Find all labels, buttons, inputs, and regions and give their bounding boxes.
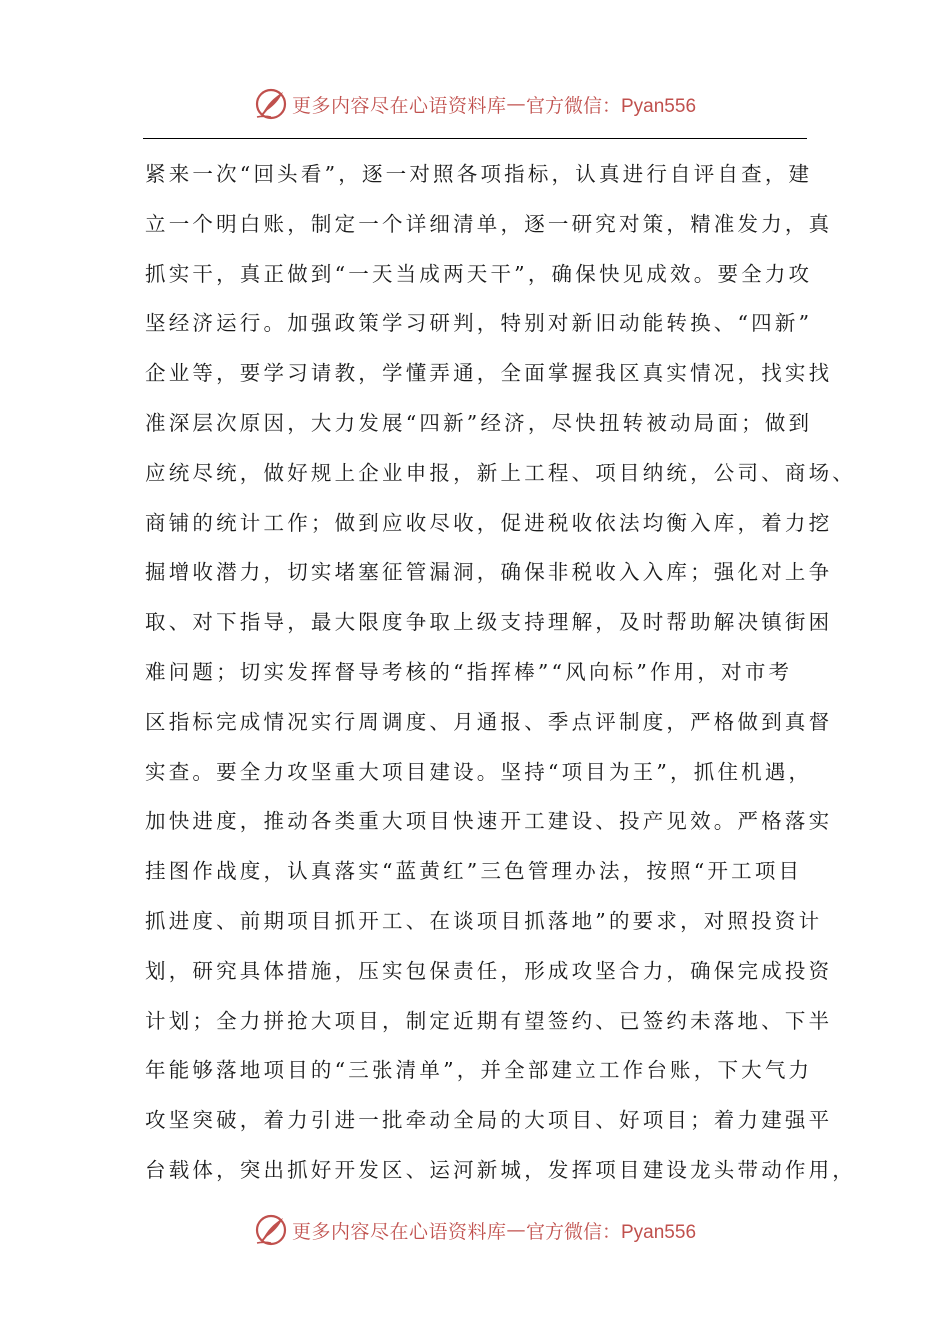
body-line-21: 台载体，突出抓好开发区、运河新城，发挥项目建设龙头带动作用， xyxy=(145,1157,856,1182)
body-line-3: 抓实干，真正做到“一天当成两天干”，确保快见成效。要全力攻 xyxy=(145,261,813,286)
body-line-6: 准深层次原因，大力发展“四新”经济，尽快扭转被动局面；做到 xyxy=(145,410,813,435)
header-brand-text: 更多内容尽在心语资料库 xyxy=(291,94,507,117)
header-dash: — xyxy=(506,93,526,115)
body-line-2: 立一个明白账，制定一个详细清单，逐一研究对策，精准发力，真 xyxy=(145,211,833,236)
footer-banner xyxy=(0,1210,950,1250)
document-body xyxy=(145,150,856,1196)
quill-pen-icon xyxy=(254,87,288,121)
body-line-8: 商铺的统计工作；做到应收尽收，促进税收依法均衡入库，着力挖 xyxy=(145,510,833,535)
body-line-14: 加快进度，推动各类重大项目快速开工建设、投产见效。严格落实 xyxy=(145,809,833,834)
header-banner xyxy=(0,84,950,124)
body-line-16: 抓进度、前期项目抓开工、在谈项目抓落地”的要求，对照投资计 xyxy=(145,908,823,933)
footer-dash: — xyxy=(506,1219,526,1241)
body-line-5: 企业等，要学习请教，学懂弄通，全面掌握我区真实情况，找实找 xyxy=(145,361,833,386)
body-line-13: 实查。要全力攻坚重大项目建设。坚持“项目为王”，抓住机遇， xyxy=(145,759,813,784)
body-line-10: 取、对下指导，最大限度争取上级支持理解，及时帮助解决镇街困 xyxy=(145,610,833,635)
body-line-4: 坚经济运行。加强政策学习研判，特别对新旧动能转换、“四新” xyxy=(145,311,813,336)
header-wechat-text: 官方微信：Pyan556 xyxy=(526,95,697,117)
body-line-17: 划，研究具体措施，压实包保责任，形成攻坚合力，确保完成投资 xyxy=(145,958,833,983)
body-line-1: 紧来一次“回头看”，逐一对照各项指标，认真进行自评自查，建 xyxy=(145,162,813,186)
body-line-15: 挂图作战度，认真落实“蓝黄红”三色管理办法，按照“开工项目 xyxy=(145,859,803,884)
header-rule xyxy=(143,138,807,139)
body-line-20: 攻坚突破，着力引进一批牵动全局的大项目、好项目；着力建强平 xyxy=(145,1108,833,1133)
footer-wechat-text: 官方微信：Pyan556 xyxy=(526,1221,697,1243)
body-line-9: 掘增收潜力，切实堵塞征管漏洞，确保非税收入入库；强化对上争 xyxy=(145,560,833,585)
body-line-11: 难问题；切实发挥督导考核的“指挥棒”“风向标”作用，对市考 xyxy=(145,659,793,684)
footer-brand-text: 更多内容尽在心语资料库 xyxy=(291,1220,507,1243)
body-line-19: 年能够落地项目的“三张清单”，并全部建立工作台账，下大气力 xyxy=(145,1058,813,1083)
quill-pen-icon xyxy=(254,1213,288,1247)
body-line-7: 应统尽统，做好规上企业申报，新上工程、项目纳统，公司、商场、 xyxy=(145,460,856,485)
body-line-18: 计划；全力拼抢大项目，制定近期有望签约、已签约未落地、下半 xyxy=(145,1008,833,1033)
body-line-12: 区指标完成情况实行周调度、月通报、季点评制度，严格做到真督 xyxy=(145,709,833,734)
